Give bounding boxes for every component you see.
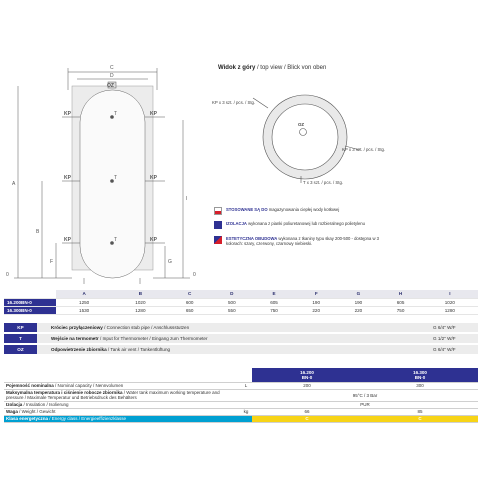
feature-note-2 xyxy=(226,221,406,226)
kp-label-5: KP xyxy=(64,237,71,243)
dim-col-g: G xyxy=(337,290,379,298)
spec-model-1: 16.200 BN-0 xyxy=(252,368,362,382)
top-view-title-bold: Widok z góry xyxy=(218,65,256,71)
dim-col-a: A xyxy=(56,290,112,298)
table-row xyxy=(4,306,478,314)
dimension-header-row xyxy=(4,290,478,298)
feature-1-bold: STOSOWANE SĄ DO xyxy=(226,207,268,212)
connection-value: G 6/4" W/F xyxy=(433,347,456,352)
kp-label-1: KP xyxy=(64,111,71,117)
feature-note-1 xyxy=(226,207,406,212)
table-cell: 605 xyxy=(253,298,295,306)
table-cell: 650 xyxy=(169,306,211,314)
connection-desc: / Tank air vent / Tankentlüftung xyxy=(106,347,171,352)
connection-row-kp xyxy=(4,323,478,332)
table-cell: 750 xyxy=(380,306,422,314)
connection-code: KP xyxy=(4,323,37,332)
connection-name: Wejście na termometr xyxy=(51,336,99,341)
dim-label-f: F xyxy=(50,259,54,265)
connection-desc: / Connection stub pipe / Anschlussstutzen xyxy=(102,325,190,330)
kp-label-4: KP xyxy=(150,175,157,181)
spec-row-insulation: Izolacja / Insulation / Isolierung PUR xyxy=(4,401,478,408)
dim-label-c: C xyxy=(110,65,114,71)
table-cell: 600 xyxy=(169,298,211,306)
dim-label-i: I xyxy=(186,196,188,202)
feature-note-3 xyxy=(226,236,391,247)
t-label-top: T xyxy=(114,111,118,117)
spec-row-energy-class: Klasa energetyczna / Energy class / Energieeffizienzklasse C C xyxy=(4,415,478,422)
spec-row-capacity: Pojemność nominalna / Nominal capacity / Nennvolumen L 200 300 xyxy=(4,382,478,389)
feature-1-text: magazynowania ciepłej wody kotłowej xyxy=(267,207,340,212)
connection-code: OZ xyxy=(4,345,37,354)
kp-label-2: KP xyxy=(150,111,157,117)
table-cell: 220 xyxy=(295,306,337,314)
side-view-drawing xyxy=(0,50,205,285)
connection-value: G 1/2" W/F xyxy=(433,336,456,341)
dim-col-c: C xyxy=(169,290,211,298)
spec-model-2: 16.300 BN-0 xyxy=(362,368,478,382)
top-oz-label: OZ xyxy=(298,122,304,127)
connection-code: T xyxy=(4,334,37,343)
table-cell: 220 xyxy=(337,306,379,314)
table-cell: 1280 xyxy=(422,306,478,314)
connection-row-t xyxy=(4,334,478,343)
feature-3-text: wykonana z tkaniny typu skay 200-500 - dostępna w 3 kolorach: szary, czerwony, czarnowy niebieski. xyxy=(226,236,379,247)
oz-label: OZ xyxy=(107,83,114,89)
table-cell: 1280 xyxy=(112,306,168,314)
table-cell: 500 xyxy=(211,298,253,306)
model-name: 16.300BN-0 xyxy=(4,306,56,314)
spec-header-row xyxy=(4,368,478,382)
dim-col-i: I xyxy=(422,290,478,298)
table-cell: 1020 xyxy=(422,298,478,306)
dim-col-e: E xyxy=(253,290,295,298)
dim-label-b: B xyxy=(36,229,40,235)
model-name: 16.200BN-0 xyxy=(4,298,56,306)
dim-col-d: D xyxy=(211,290,253,298)
dim-col-h: H xyxy=(380,290,422,298)
top-view-title-rest: / top view / Blick von oben xyxy=(255,65,327,71)
table-cell: 1250 xyxy=(56,298,112,306)
top-kp-label-2: KP x 3 szt. / pcs. / Stg. xyxy=(342,147,386,152)
energy-class-badge: C xyxy=(362,415,478,422)
t-label-bot: T xyxy=(114,237,118,243)
feature-3-bold: ESTETYCZNA OBUDOWA xyxy=(226,236,278,241)
zero-left: 0 xyxy=(6,272,9,278)
top-t-label: T x 3 szt. / pcs. / Stg. xyxy=(303,180,344,185)
table-row xyxy=(4,298,478,306)
top-kp-label-1: KP x 3 szt. / pcs. / Stg. xyxy=(212,100,256,105)
connection-value: G 6/4" W/F xyxy=(433,325,456,330)
connection-row-oz xyxy=(4,345,478,354)
top-view-title xyxy=(218,65,326,71)
table-cell: 190 xyxy=(337,298,379,306)
dim-label-a: A xyxy=(12,181,16,187)
feature-2-bold: IZOLACJA xyxy=(226,221,247,226)
top-view-drawing xyxy=(205,80,415,200)
spec-row-weight: Waga / Weight / Gewicht kg 66 85 xyxy=(4,408,478,415)
energy-class-badge: C xyxy=(252,415,362,422)
dim-col-b: B xyxy=(112,290,168,298)
connection-desc: / Input for Thermometer / Eingang zum Thermometer xyxy=(98,336,208,341)
table-cell: 750 xyxy=(253,306,295,314)
feature-icon-flag xyxy=(214,207,222,215)
connection-name: Odpowietrzenie zbiornika xyxy=(51,347,107,352)
dim-label-g: G xyxy=(168,259,172,265)
spec-table xyxy=(4,368,478,423)
kp-label-3: KP xyxy=(64,175,71,181)
feature-icon-insulation xyxy=(214,221,222,229)
zero-right: 0 xyxy=(193,272,196,278)
dim-label-d: D xyxy=(110,73,114,79)
table-cell: 190 xyxy=(295,298,337,306)
spec-row-max-temp: Maksymalna temperatura i ciśnienie robocze zbiornika / Water tank maximum working temperature and pressure / Maximale Temperatur und Betriebsdruck des Behälters 95°C / 3 Bar xyxy=(4,389,478,401)
feature-2-text: wykonana z pianki poliuretanowej lub rozbieralnego polietylenu xyxy=(246,221,365,226)
table-cell: 1020 xyxy=(112,298,168,306)
connection-name: Króciec przyłączeniowy xyxy=(51,325,103,330)
feature-icon-casing xyxy=(214,236,222,244)
t-label-mid: T xyxy=(114,175,118,181)
dim-col-f: F xyxy=(295,290,337,298)
kp-label-6: KP xyxy=(150,237,157,243)
table-cell: 1530 xyxy=(56,306,112,314)
table-cell: 550 xyxy=(211,306,253,314)
dimension-table xyxy=(4,290,478,315)
table-cell: 605 xyxy=(380,298,422,306)
